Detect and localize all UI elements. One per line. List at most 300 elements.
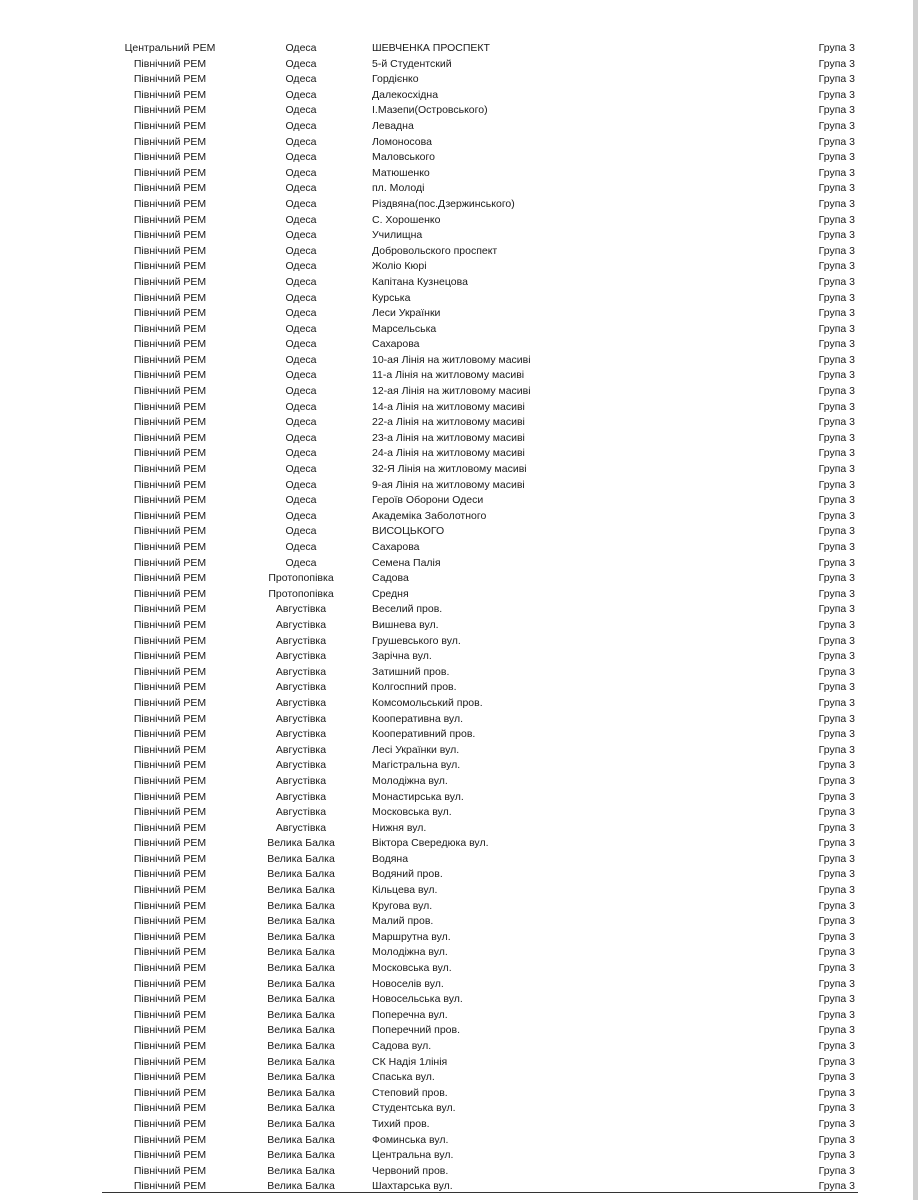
rem-cell: Північний РЕМ bbox=[133, 774, 207, 787]
table-row bbox=[100, 1101, 860, 1117]
city-cell: Августівка bbox=[275, 759, 327, 772]
rem-cell: Північний РЕМ bbox=[133, 915, 207, 928]
table-row bbox=[100, 524, 860, 540]
group-cell: Група 3 bbox=[818, 57, 855, 70]
rem-cell: Північний РЕМ bbox=[133, 541, 207, 553]
group-cell: Група 3 bbox=[818, 291, 855, 304]
city-cell: Одеса bbox=[285, 525, 317, 538]
city-cell: Одеса bbox=[285, 135, 317, 148]
street-cell: Капітана Кузнецова bbox=[372, 275, 468, 288]
street-cell: Тихий пров. bbox=[372, 1117, 430, 1130]
rem-cell: Північний РЕМ bbox=[133, 556, 207, 569]
group-cell: Група 3 bbox=[818, 42, 855, 54]
group-cell: Група 3 bbox=[818, 525, 855, 538]
table-row bbox=[100, 556, 860, 572]
group-cell: Група 3 bbox=[818, 1102, 855, 1115]
outage-schedule-table bbox=[100, 41, 860, 1195]
table-row bbox=[100, 291, 860, 307]
rem-cell: Північний РЕМ bbox=[133, 930, 207, 943]
street-cell: Різдвяна(пос.Дзержинського) bbox=[372, 197, 515, 210]
street-cell: пл. Молоді bbox=[372, 182, 425, 195]
group-cell: Група 3 bbox=[818, 431, 855, 444]
city-cell: Велика Балка bbox=[267, 977, 335, 990]
street-cell: Сахарова bbox=[372, 338, 420, 351]
city-cell: Велика Балка bbox=[267, 1180, 335, 1193]
city-cell: Одеса bbox=[285, 42, 317, 54]
street-cell: Матюшенко bbox=[372, 166, 430, 179]
table-row bbox=[100, 680, 860, 696]
rem-cell: Північний РЕМ bbox=[133, 1055, 207, 1068]
city-cell: Протопопівка bbox=[268, 587, 334, 600]
rem-cell: Північний РЕМ bbox=[133, 385, 207, 398]
group-cell: Група 3 bbox=[818, 1164, 855, 1177]
city-cell: Велика Балка bbox=[267, 1055, 335, 1068]
rem-cell: Північний РЕМ bbox=[133, 88, 207, 101]
rem-cell: Північний РЕМ bbox=[133, 463, 207, 476]
street-cell: ШЕВЧЕНКА ПРОСПЕКТ bbox=[372, 42, 490, 54]
street-cell: Веселий пров. bbox=[372, 603, 443, 616]
rem-cell: Північний РЕМ bbox=[133, 946, 207, 959]
table-row bbox=[100, 821, 860, 837]
city-cell: Одеса bbox=[285, 104, 317, 117]
rem-cell: Північний РЕМ bbox=[133, 73, 207, 86]
city-cell: Августівка bbox=[275, 712, 327, 725]
street-cell: Шахтарська вул. bbox=[372, 1180, 453, 1193]
rem-cell: Північний РЕМ bbox=[133, 899, 207, 912]
table-row bbox=[100, 540, 860, 556]
city-cell: Одеса bbox=[285, 556, 317, 569]
city-cell: Одеса bbox=[285, 213, 317, 226]
street-cell: Академіка Заболотного bbox=[372, 509, 487, 522]
group-cell: Група 3 bbox=[818, 728, 855, 741]
city-cell: Велика Балка bbox=[267, 884, 335, 897]
group-cell: Група 3 bbox=[818, 993, 855, 1006]
street-cell: Жоліо Кюрі bbox=[372, 260, 427, 273]
street-cell: Училищна bbox=[372, 229, 423, 242]
group-cell: Група 3 bbox=[818, 790, 855, 803]
city-cell: Одеса bbox=[285, 291, 317, 304]
city-cell: Одеса bbox=[285, 229, 317, 242]
street-cell: Московська вул. bbox=[372, 962, 452, 975]
street-cell: Кооперативний пров. bbox=[372, 728, 476, 741]
street-cell: Кооперативна вул. bbox=[372, 712, 463, 725]
table-row bbox=[100, 883, 860, 899]
rem-cell: Північний РЕМ bbox=[133, 806, 207, 819]
table-row bbox=[100, 181, 860, 197]
group-cell: Група 3 bbox=[818, 369, 855, 382]
table-row bbox=[100, 462, 860, 478]
rem-cell: Північний РЕМ bbox=[133, 618, 207, 631]
group-cell: Група 3 bbox=[818, 151, 855, 164]
table-row bbox=[100, 696, 860, 712]
group-cell: Група 3 bbox=[818, 166, 855, 179]
street-cell: 11-а Лінія на житловому масиві bbox=[372, 369, 525, 382]
table-row bbox=[100, 602, 860, 618]
city-cell: Одеса bbox=[285, 509, 317, 522]
city-cell: Одеса bbox=[285, 260, 317, 273]
rem-cell: Північний РЕМ bbox=[133, 447, 207, 460]
city-cell: Велика Балка bbox=[267, 1133, 335, 1146]
rem-cell: Північний РЕМ bbox=[133, 213, 207, 226]
group-cell: Група 3 bbox=[818, 587, 855, 600]
table-row bbox=[100, 57, 860, 73]
rem-cell: Північний РЕМ bbox=[133, 166, 207, 179]
group-cell: Група 3 bbox=[818, 1055, 855, 1068]
table-row bbox=[100, 306, 860, 322]
rem-cell: Північний РЕМ bbox=[133, 416, 207, 429]
table-row bbox=[100, 135, 860, 151]
page-edge-shadow bbox=[913, 0, 918, 1200]
city-cell: Одеса bbox=[285, 353, 317, 366]
group-cell: Група 3 bbox=[818, 385, 855, 398]
city-cell: Велика Балка bbox=[267, 1149, 335, 1162]
table-row bbox=[100, 790, 860, 806]
group-cell: Група 3 bbox=[818, 307, 855, 320]
street-cell: 24-а Лінія на житловому масиві bbox=[372, 447, 525, 460]
street-cell: Леси Українки bbox=[372, 307, 441, 320]
city-cell: Августівка bbox=[275, 603, 327, 616]
street-cell: Маловського bbox=[372, 151, 435, 164]
city-cell: Августівка bbox=[275, 650, 327, 663]
rem-cell: Північний РЕМ bbox=[133, 650, 207, 663]
rem-cell: Північний РЕМ bbox=[133, 681, 207, 694]
table-row bbox=[100, 587, 860, 603]
bottom-border-line bbox=[102, 1192, 858, 1193]
group-cell: Група 3 bbox=[818, 197, 855, 210]
rem-cell: Північний РЕМ bbox=[133, 431, 207, 444]
city-cell: Одеса bbox=[285, 369, 317, 382]
table-row bbox=[100, 415, 860, 431]
table-row bbox=[100, 930, 860, 946]
street-cell: Віктора Свередюка вул. bbox=[372, 837, 489, 850]
rem-cell: Північний РЕМ bbox=[133, 759, 207, 772]
group-cell: Група 3 bbox=[818, 1133, 855, 1146]
street-cell: Семена Палія bbox=[372, 556, 441, 569]
table-row bbox=[100, 166, 860, 182]
city-cell: Одеса bbox=[285, 244, 317, 257]
group-cell: Група 3 bbox=[818, 899, 855, 912]
street-cell: Средня bbox=[372, 587, 409, 600]
rem-cell: Північний РЕМ bbox=[133, 338, 207, 351]
street-cell: І.Мазепи(Островського) bbox=[372, 104, 488, 117]
city-cell: Одеса bbox=[285, 197, 317, 210]
city-cell: Велика Балка bbox=[267, 946, 335, 959]
table-row bbox=[100, 400, 860, 416]
city-cell: Августівка bbox=[275, 681, 327, 694]
street-cell: Грушевського вул. bbox=[372, 634, 461, 647]
table-row bbox=[100, 1086, 860, 1102]
street-cell: Молодіжна вул. bbox=[372, 946, 448, 959]
group-cell: Група 3 bbox=[818, 182, 855, 195]
group-cell: Група 3 bbox=[818, 229, 855, 242]
city-cell: Одеса bbox=[285, 541, 317, 553]
street-cell: Комсомольський пров. bbox=[372, 696, 483, 709]
street-cell: Левадна bbox=[372, 119, 414, 132]
street-cell: Зарічна вул. bbox=[372, 650, 432, 663]
rem-cell: Північний РЕМ bbox=[133, 244, 207, 257]
rem-cell: Північний РЕМ bbox=[133, 852, 207, 865]
group-cell: Група 3 bbox=[818, 946, 855, 959]
rem-cell: Північний РЕМ bbox=[133, 1164, 207, 1177]
group-cell: Група 3 bbox=[818, 1117, 855, 1130]
rem-cell: Північний РЕМ bbox=[133, 57, 207, 70]
street-cell: Степовий пров. bbox=[372, 1086, 448, 1099]
group-cell: Група 3 bbox=[818, 416, 855, 429]
city-cell: Одеса bbox=[285, 307, 317, 320]
city-cell: Одеса bbox=[285, 385, 317, 398]
city-cell: Велика Балка bbox=[267, 930, 335, 943]
rem-cell: Північний РЕМ bbox=[133, 572, 207, 585]
group-cell: Група 3 bbox=[818, 260, 855, 273]
rem-cell: Північний РЕМ bbox=[133, 275, 207, 288]
street-cell: Поперечна вул. bbox=[372, 1008, 448, 1021]
city-cell: Августівка bbox=[275, 696, 327, 709]
group-cell: Група 3 bbox=[818, 353, 855, 366]
group-cell: Група 3 bbox=[818, 119, 855, 132]
table-row bbox=[100, 1039, 860, 1055]
group-cell: Група 3 bbox=[818, 884, 855, 897]
city-cell: Велика Балка bbox=[267, 899, 335, 912]
group-cell: Група 3 bbox=[818, 556, 855, 569]
table-row bbox=[100, 758, 860, 774]
city-cell: Августівка bbox=[275, 634, 327, 647]
table-row bbox=[100, 649, 860, 665]
table-row bbox=[100, 322, 860, 338]
group-cell: Група 3 bbox=[818, 977, 855, 990]
city-cell: Одеса bbox=[285, 275, 317, 288]
city-cell: Велика Балка bbox=[267, 868, 335, 881]
group-cell: Група 3 bbox=[818, 962, 855, 975]
street-cell: Червоний пров. bbox=[372, 1164, 449, 1177]
city-cell: Одеса bbox=[285, 431, 317, 444]
street-cell: Малий пров. bbox=[372, 915, 434, 928]
rem-cell: Північний РЕМ bbox=[133, 525, 207, 538]
table-row bbox=[100, 852, 860, 868]
group-cell: Група 3 bbox=[818, 681, 855, 694]
group-cell: Група 3 bbox=[818, 868, 855, 881]
street-cell: Водяна bbox=[372, 852, 409, 865]
street-cell: Лесі Українки вул. bbox=[372, 743, 460, 756]
rem-cell: Північний РЕМ bbox=[133, 634, 207, 647]
group-cell: Група 3 bbox=[818, 618, 855, 631]
group-cell: Група 3 bbox=[818, 852, 855, 865]
group-cell: Група 3 bbox=[818, 603, 855, 616]
group-cell: Група 3 bbox=[818, 1024, 855, 1037]
city-cell: Одеса bbox=[285, 57, 317, 70]
street-cell: Садова bbox=[372, 572, 409, 585]
group-cell: Група 3 bbox=[818, 806, 855, 819]
city-cell: Велика Балка bbox=[267, 962, 335, 975]
street-cell: Студентська вул. bbox=[372, 1102, 456, 1115]
table-row bbox=[100, 1133, 860, 1149]
street-cell: Гордієнко bbox=[372, 73, 419, 86]
city-cell: Одеса bbox=[285, 88, 317, 101]
group-cell: Група 3 bbox=[818, 1071, 855, 1084]
city-cell: Одеса bbox=[285, 338, 317, 351]
street-cell: Московська вул. bbox=[372, 806, 452, 819]
city-cell: Одеса bbox=[285, 151, 317, 164]
street-cell: Далекосхідна bbox=[372, 88, 439, 101]
group-cell: Група 3 bbox=[818, 338, 855, 351]
table-row bbox=[100, 1117, 860, 1133]
rem-cell: Північний РЕМ bbox=[133, 119, 207, 132]
city-cell: Одеса bbox=[285, 416, 317, 429]
rem-cell: Північний РЕМ bbox=[133, 1149, 207, 1162]
group-cell: Група 3 bbox=[818, 1008, 855, 1021]
rem-cell: Північний РЕМ bbox=[133, 135, 207, 148]
city-cell: Велика Балка bbox=[267, 837, 335, 850]
group-cell: Група 3 bbox=[818, 696, 855, 709]
rem-cell: Північний РЕМ bbox=[133, 1071, 207, 1084]
street-cell: Ломоносова bbox=[372, 135, 432, 148]
city-cell: Одеса bbox=[285, 182, 317, 195]
city-cell: Велика Балка bbox=[267, 1008, 335, 1021]
street-cell: 10-ая Лінія на житловому масиві bbox=[372, 353, 531, 366]
group-cell: Група 3 bbox=[818, 915, 855, 928]
city-cell: Августівка bbox=[275, 774, 327, 787]
table-row bbox=[100, 446, 860, 462]
group-cell: Група 3 bbox=[818, 774, 855, 787]
street-cell: Магістральна вул. bbox=[372, 759, 461, 772]
table-row bbox=[100, 1008, 860, 1024]
city-cell: Велика Балка bbox=[267, 1086, 335, 1099]
rem-cell: Північний РЕМ bbox=[133, 1102, 207, 1115]
group-cell: Група 3 bbox=[818, 1180, 855, 1193]
table-row bbox=[100, 899, 860, 915]
group-cell: Група 3 bbox=[818, 244, 855, 257]
rem-cell: Північний РЕМ bbox=[133, 1117, 207, 1130]
street-cell: Добровольского проспект bbox=[372, 244, 498, 257]
table-row bbox=[100, 259, 860, 275]
table-row bbox=[100, 509, 860, 525]
city-cell: Августівка bbox=[275, 821, 327, 834]
city-cell: Одеса bbox=[285, 463, 317, 476]
table-row bbox=[100, 244, 860, 260]
rem-cell: Північний РЕМ bbox=[133, 712, 207, 725]
rem-cell: Північний РЕМ bbox=[133, 197, 207, 210]
group-cell: Група 3 bbox=[818, 665, 855, 678]
rem-cell: Північний РЕМ bbox=[133, 821, 207, 834]
group-cell: Група 3 bbox=[818, 930, 855, 943]
group-cell: Група 3 bbox=[818, 759, 855, 772]
street-cell: Вишнева вул. bbox=[372, 618, 439, 631]
table-row bbox=[100, 150, 860, 166]
table-row bbox=[100, 867, 860, 883]
street-cell: 22-а Лінія на житловому масиві bbox=[372, 416, 525, 429]
city-cell: Велика Балка bbox=[267, 1102, 335, 1115]
street-cell: СК Надія 1лінія bbox=[372, 1055, 448, 1068]
rem-cell: Північний РЕМ bbox=[133, 884, 207, 897]
rem-cell: Північний РЕМ bbox=[133, 353, 207, 366]
rem-cell: Північний РЕМ bbox=[133, 743, 207, 756]
group-cell: Група 3 bbox=[818, 322, 855, 335]
rem-cell: Північний РЕМ bbox=[133, 837, 207, 850]
street-cell: Спаська вул. bbox=[372, 1071, 435, 1084]
group-cell: Група 3 bbox=[818, 478, 855, 491]
group-cell: Група 3 bbox=[818, 494, 855, 507]
street-cell: Нижня вул. bbox=[372, 821, 427, 834]
table-row bbox=[100, 571, 860, 587]
city-cell: Одеса bbox=[285, 478, 317, 491]
table-row bbox=[100, 119, 860, 135]
table-row bbox=[100, 1023, 860, 1039]
rem-cell: Північний РЕМ bbox=[133, 1008, 207, 1021]
street-cell: Монастирська вул. bbox=[372, 790, 464, 803]
table-row bbox=[100, 1164, 860, 1180]
street-cell: Фоминська вул. bbox=[372, 1133, 449, 1146]
rem-cell: Північний РЕМ bbox=[133, 1180, 207, 1193]
street-cell: Затишний пров. bbox=[372, 665, 450, 678]
street-cell: С. Хорошенко bbox=[372, 213, 441, 226]
table-row bbox=[100, 41, 860, 57]
table-row bbox=[100, 493, 860, 509]
street-cell: 9-ая Лінія на житловому масиві bbox=[372, 478, 525, 491]
table-row bbox=[100, 353, 860, 369]
rem-cell: Північний РЕМ bbox=[133, 1040, 207, 1052]
city-cell: Одеса bbox=[285, 447, 317, 460]
street-cell: Героїв Оборони Одеси bbox=[372, 494, 484, 507]
group-cell: Група 3 bbox=[818, 712, 855, 725]
rem-cell: Північний РЕМ bbox=[133, 182, 207, 195]
table-row bbox=[100, 836, 860, 852]
group-cell: Група 3 bbox=[818, 509, 855, 522]
rem-cell: Північний РЕМ bbox=[133, 307, 207, 320]
group-cell: Група 3 bbox=[818, 821, 855, 834]
rem-cell: Північний РЕМ bbox=[133, 104, 207, 117]
table-row bbox=[100, 712, 860, 728]
rem-cell: Північний РЕМ bbox=[133, 1133, 207, 1146]
street-cell: Колгоспний пров. bbox=[372, 681, 457, 694]
table-row bbox=[100, 228, 860, 244]
group-cell: Група 3 bbox=[818, 541, 855, 553]
group-cell: Група 3 bbox=[818, 634, 855, 647]
city-cell: Велика Балка bbox=[267, 993, 335, 1006]
street-cell: Курська bbox=[372, 291, 411, 304]
street-cell: Новоселів вул. bbox=[372, 977, 444, 990]
city-cell: Велика Балка bbox=[267, 915, 335, 928]
table-row bbox=[100, 618, 860, 634]
table-row bbox=[100, 961, 860, 977]
table-row bbox=[100, 275, 860, 291]
table-row bbox=[100, 727, 860, 743]
rem-cell: Північний РЕМ bbox=[133, 151, 207, 164]
table-row bbox=[100, 197, 860, 213]
street-cell: 32-Я Лінія на житловому масиві bbox=[372, 463, 527, 476]
group-cell: Група 3 bbox=[818, 135, 855, 148]
street-cell: 23-а Лінія на житловому масиві bbox=[372, 431, 525, 444]
table-row bbox=[100, 1055, 860, 1071]
group-cell: Група 3 bbox=[818, 743, 855, 756]
street-cell: Молодіжна вул. bbox=[372, 774, 448, 787]
city-cell: Августівка bbox=[275, 665, 327, 678]
rem-cell: Північний РЕМ bbox=[133, 665, 207, 678]
group-cell: Група 3 bbox=[818, 213, 855, 226]
city-cell: Протопопівка bbox=[268, 572, 334, 585]
rem-cell: Північний РЕМ bbox=[133, 603, 207, 616]
street-cell: Маршрутна вул. bbox=[372, 930, 451, 943]
table-row bbox=[100, 478, 860, 494]
group-cell: Група 3 bbox=[818, 73, 855, 86]
group-cell: Група 3 bbox=[818, 1086, 855, 1099]
group-cell: Група 3 bbox=[818, 1149, 855, 1162]
rem-cell: Північний РЕМ bbox=[133, 728, 207, 741]
street-cell: ВИСОЦЬКОГО bbox=[372, 525, 445, 538]
rem-cell: Північний РЕМ bbox=[133, 291, 207, 304]
city-cell: Одеса bbox=[285, 166, 317, 179]
city-cell: Одеса bbox=[285, 494, 317, 507]
rem-cell: Північний РЕМ bbox=[133, 509, 207, 522]
table-row bbox=[100, 945, 860, 961]
